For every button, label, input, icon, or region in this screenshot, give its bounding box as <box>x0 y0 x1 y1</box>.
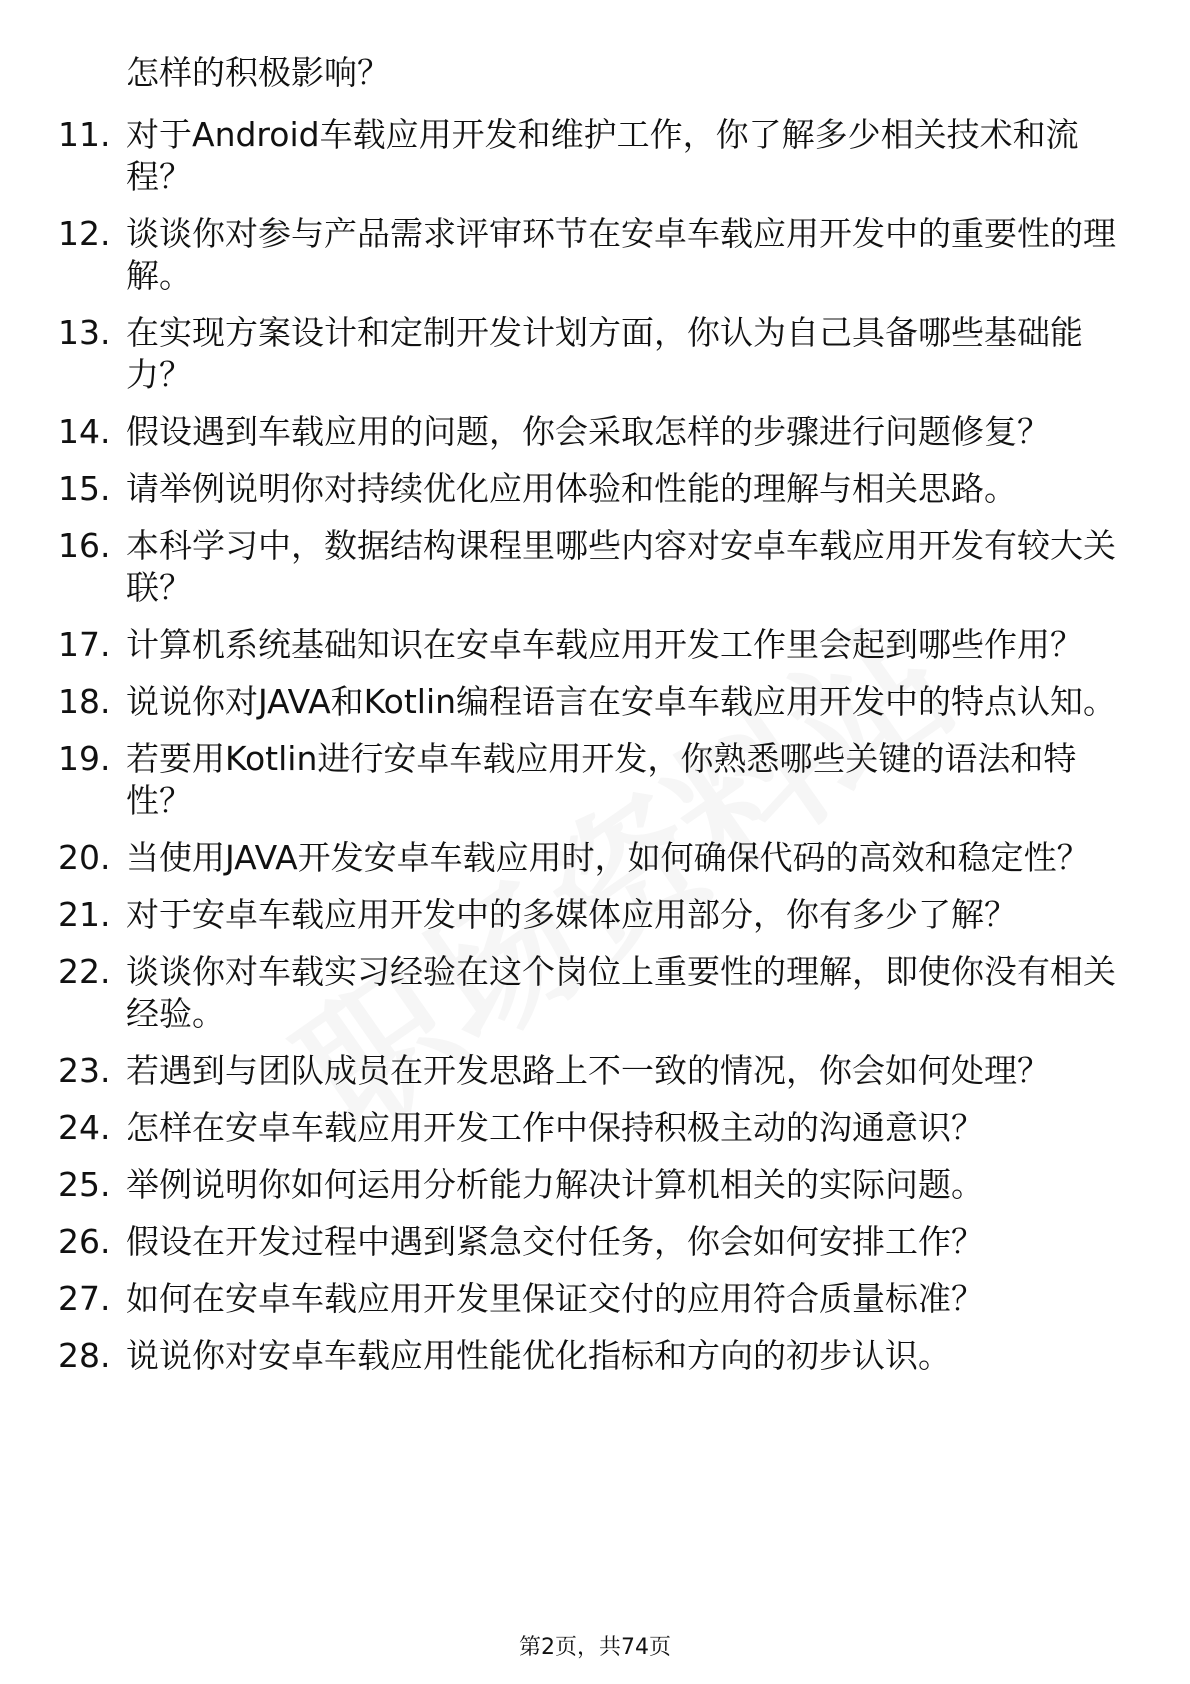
question-number: 20. <box>58 838 111 877</box>
question-number: 17. <box>58 625 111 664</box>
question-text: 本科学习中，数据结构课程里哪些内容对安卓车载应用开发有较大关联？ <box>126 526 1116 607</box>
question-text: 怎样在安卓车载应用开发工作中保持积极主动的沟通意识？ <box>126 1108 984 1147</box>
question-item <box>0 1221 1190 1263</box>
question-number: 23. <box>58 1051 111 1090</box>
question-text: 假设在开发过程中遇到紧急交付任务，你会如何安排工作？ <box>126 1222 984 1261</box>
question-number: 13. <box>58 313 111 352</box>
question-number: 14. <box>58 412 111 451</box>
question-text: 说说你对安卓车载应用性能优化指标和方向的初步认识。 <box>126 1336 951 1375</box>
question-item <box>0 213 1190 297</box>
question-item <box>0 1164 1190 1206</box>
question-number: 28. <box>58 1336 111 1375</box>
question-number: 11. <box>58 115 111 154</box>
question-item <box>0 114 1190 198</box>
question-number: 26. <box>58 1222 111 1261</box>
question-item <box>0 468 1190 510</box>
question-item <box>0 624 1190 666</box>
question-text: 若要用Kotlin进行安卓车载应用开发，你熟悉哪些关键的语法和特性？ <box>126 739 1077 820</box>
question-item <box>0 525 1190 609</box>
question-number: 24. <box>58 1108 111 1147</box>
question-text: 当使用JAVA开发安卓车载应用时，如何确保代码的高效和稳定性？ <box>126 838 1090 877</box>
question-item <box>0 681 1190 723</box>
question-number: 22. <box>58 952 111 991</box>
question-number: 27. <box>58 1279 111 1318</box>
question-number: 19. <box>58 739 111 778</box>
question-text: 假设遇到车载应用的问题，你会采取怎样的步骤进行问题修复？ <box>126 412 1050 451</box>
question-number: 15. <box>58 469 111 508</box>
question-item <box>0 1050 1190 1092</box>
question-text: 对于Android车载应用开发和维护工作，你了解多少相关技术和流程？ <box>126 115 1079 196</box>
continuation-text: 怎样的积极影响？ <box>126 53 390 92</box>
question-text: 如何在安卓车载应用开发里保证交付的应用符合质量标准？ <box>126 1279 984 1318</box>
question-number: 16. <box>58 526 111 565</box>
question-item <box>0 1278 1190 1320</box>
question-item <box>0 1335 1190 1377</box>
question-text: 计算机系统基础知识在安卓车载应用开发工作里会起到哪些作用？ <box>126 625 1083 664</box>
question-number: 21. <box>58 895 111 934</box>
question-text: 若遇到与团队成员在开发思路上不一致的情况，你会如何处理？ <box>126 1051 1050 1090</box>
question-item <box>0 312 1190 396</box>
question-text: 举例说明你如何运用分析能力解决计算机相关的实际问题。 <box>126 1165 984 1204</box>
question-item <box>0 951 1190 1035</box>
question-text: 谈谈你对参与产品需求评审环节在安卓车载应用开发中的重要性的理解。 <box>126 214 1116 295</box>
question-item <box>0 894 1190 936</box>
question-item <box>0 411 1190 453</box>
question-number: 12. <box>58 214 111 253</box>
question-number: 18. <box>58 682 111 721</box>
question-text: 在实现方案设计和定制开发计划方面，你认为自己具备哪些基础能力？ <box>126 313 1083 394</box>
question-item <box>0 1107 1190 1149</box>
page-footer: 第2页，共74页 <box>519 1635 671 1660</box>
question-list <box>0 114 1190 1392</box>
question-text: 请举例说明你对持续优化应用体验和性能的理解与相关思路。 <box>126 469 1017 508</box>
question-text: 说说你对JAVA和Kotlin编程语言在安卓车载应用开发中的特点认知。 <box>126 682 1117 721</box>
question-item <box>0 738 1190 822</box>
question-text: 谈谈你对车载实习经验在这个岗位上重要性的理解，即使你没有相关经验。 <box>126 952 1116 1033</box>
question-item <box>0 837 1190 879</box>
question-text: 对于安卓车载应用开发中的多媒体应用部分，你有多少了解？ <box>126 895 1017 934</box>
question-number: 25. <box>58 1165 111 1204</box>
